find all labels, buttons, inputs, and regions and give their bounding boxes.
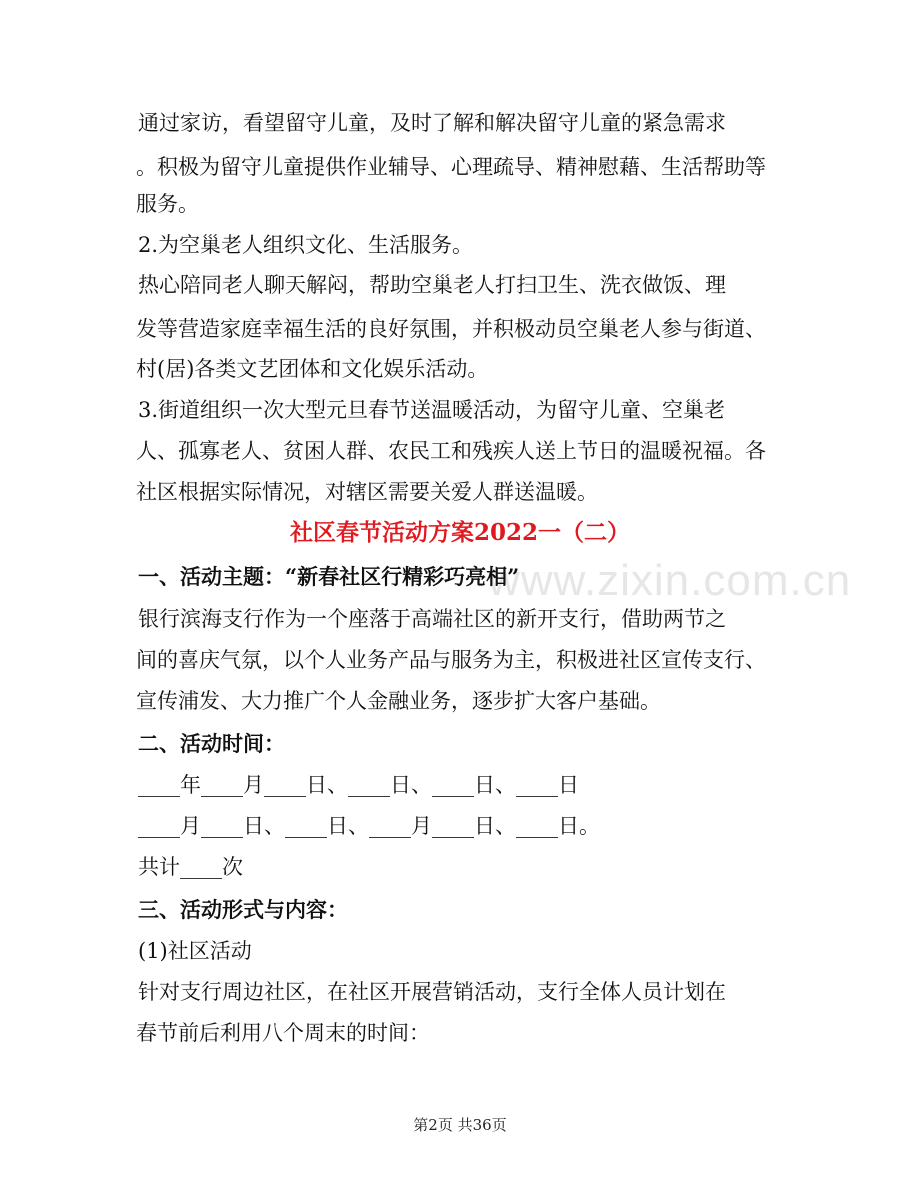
paragraph-line: 服务。 [136,192,199,216]
section-title: 社区春节活动方案2022一（二） [289,519,630,546]
paragraph-line: 针对支行周边社区，在社区开展营销活动，支行全体人员计划在 [138,980,726,1004]
date-blank-line: ____年____月____日、____日、____日、____日 [138,773,579,797]
subsection-heading: (1)社区活动 [138,939,252,963]
paragraph-line: 通过家访，看望留守儿童，及时了解和解决留守儿童的紧急需求 [138,111,726,135]
section-heading: 二、活动时间： [138,731,285,756]
section-heading: 三、活动形式与内容： [138,897,348,922]
date-blank-line: ____月____日、____日、____月____日、____日。 [138,814,600,838]
paragraph-line: 。积极为留守儿童提供作业辅导、心理疏导、精神慰藉、生活帮助等 [136,155,766,179]
paragraph-line: 间的喜庆气氛，以个人业务产品与服务为主，积极进社区宣传支行、 [136,648,766,672]
paragraph-line: 热心陪同老人聊天解闷，帮助空巢老人打扫卫生、洗衣做饭、理 [138,273,726,297]
count-line: 共计____次 [138,855,243,879]
paragraph-line: 村(居)各类文艺团体和文化娱乐活动。 [136,357,489,381]
paragraph-line: 人、孤寡老人、贫困人群、农民工和残疾人送上节日的温暖祝福。各 [136,439,766,463]
section-heading: 一、活动主题：“新春社区行精彩巧亮相” [138,564,520,589]
paragraph-line: 春节前后利用八个周末的时间： [136,1021,430,1045]
watermark: www.zixin.com.cn [488,556,852,605]
paragraph-line: 发等营造家庭幸福生活的良好氛围，并积极动员空巢老人参与街道、 [136,317,766,341]
paragraph-line: 银行滨海支行作为一个座落于高端社区的新开支行，借助两节之 [138,607,726,631]
paragraph-line: 宣传浦发、大力推广个人金融业务，逐步扩大客户基础。 [136,689,661,713]
list-item: 3.街道组织一次大型元旦春节送温暖活动，为留守儿童、空巢老 [138,398,726,422]
paragraph-line: 社区根据实际情况，对辖区需要关爱人群送温暖。 [136,480,598,504]
page-number: 第2页 共36页 [413,1116,507,1134]
list-item: 2.为空巢老人组织文化、生活服务。 [138,233,474,257]
